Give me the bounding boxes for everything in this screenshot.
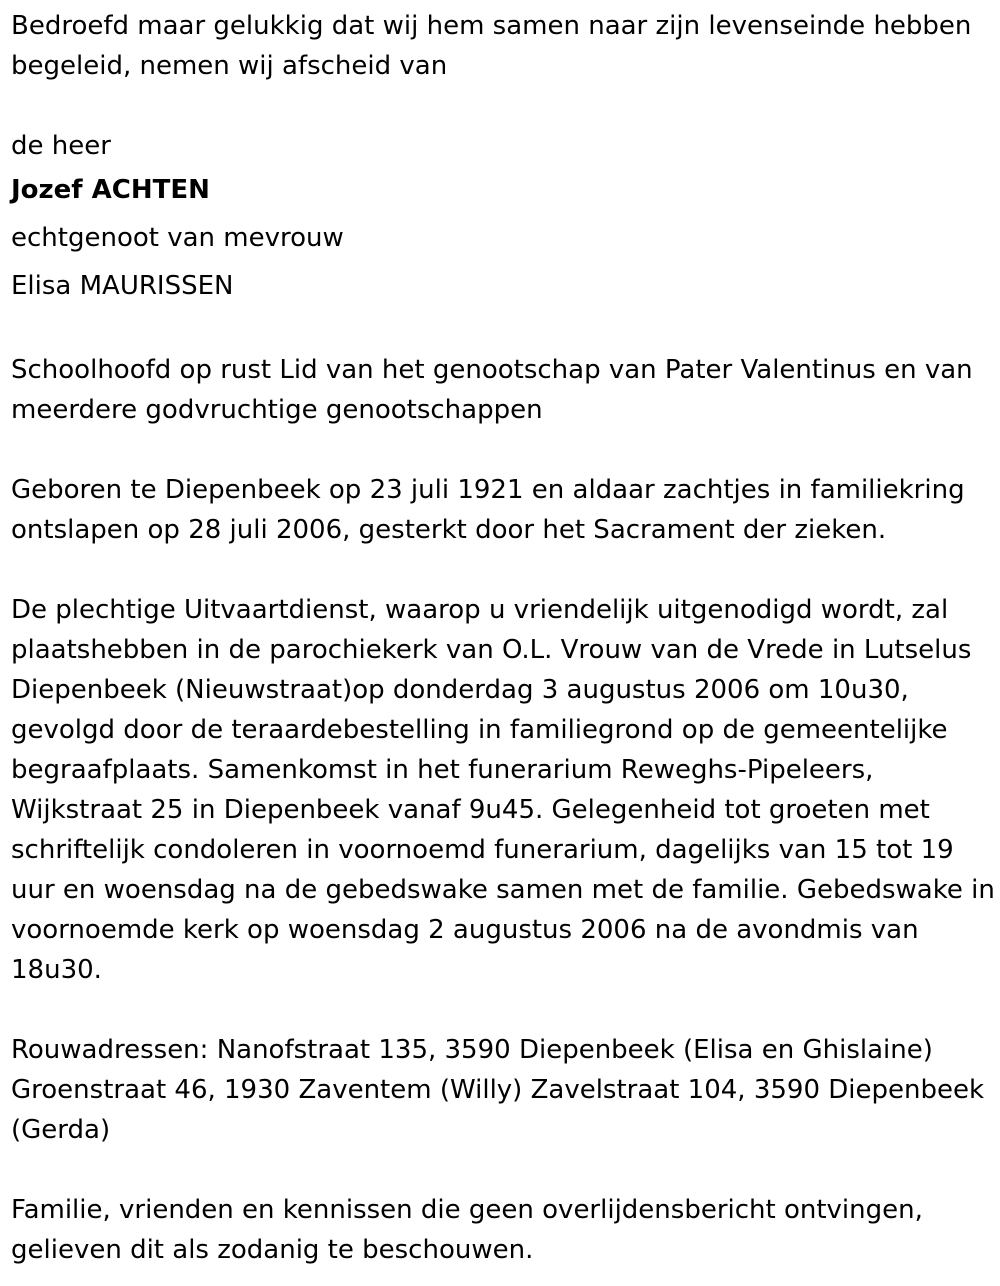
birth-death-paragraph: Geboren te Diepenbeek op 23 juli 1921 en aldaar zachtjes in familiekring ontslapen op 28 juli 2006, gesterkt door het Sacrament der zieken. [11,475,965,545]
spacer [11,86,996,126]
occupation-paragraph: Schoolhoofd op rust Lid van het genootschap van Pater Valentinus en van meerdere godvruchtige genootschappen [11,355,973,425]
spacer [11,550,996,590]
addresses-paragraph: Rouwadressen: Nanofstraat 135, 3590 Diepenbeek (Elisa en Ghislaine) Groenstraat 46, 1930 Zaventem (Willy) Zavelstraat 104, 3590 Diepenbeek (Gerda) [11,1035,985,1145]
title-prefix: de heer [11,131,111,161]
obituary-document [11,6,996,1270]
spouse-intro: echtgenoot van mevrouw [11,223,344,253]
spacer [11,310,996,350]
deceased-name: Jozef ACHTEN [11,175,210,205]
intro-paragraph: Bedroefd maar gelukkig dat wij hem samen naar zijn levenseinde hebben begeleid, nemen wij afscheid van [11,11,972,81]
closing-paragraph: Familie, vrienden en kennissen die geen overlijdensbericht ontvingen, gelieven dit als zodanig te beschouwen. [11,1195,923,1265]
spouse-name: Elisa MAURISSEN [11,271,234,301]
spacer [11,1150,996,1190]
spacer [11,990,996,1030]
service-paragraph: De plechtige Uitvaartdienst, waarop u vriendelijk uitgenodigd wordt, zal plaatshebben in de parochiekerk van O.L. Vrouw van de Vrede in Lutselus Diepenbeek (Nieuwstraat)op donderdag 3 augustus 2006 om 10u30, gevolgd door de teraardebestelling in familiegrond op de gemeentelijke begraafplaats. Samenkomst in het funerarium Reweghs-Pipeleers, Wijkstraat 25 in Diepenbeek vanaf 9u45. Gelegenheid tot groeten met schriftelijk condoleren in voornoemd funerarium, dagelijks van 15 tot 19 uur en woensdag na de gebedswake samen met de familie. Gebedswake in voornoemde kerk op woensdag 2 augustus 2006 na de avondmis van 18u30. [11,595,995,985]
spacer [11,430,996,470]
